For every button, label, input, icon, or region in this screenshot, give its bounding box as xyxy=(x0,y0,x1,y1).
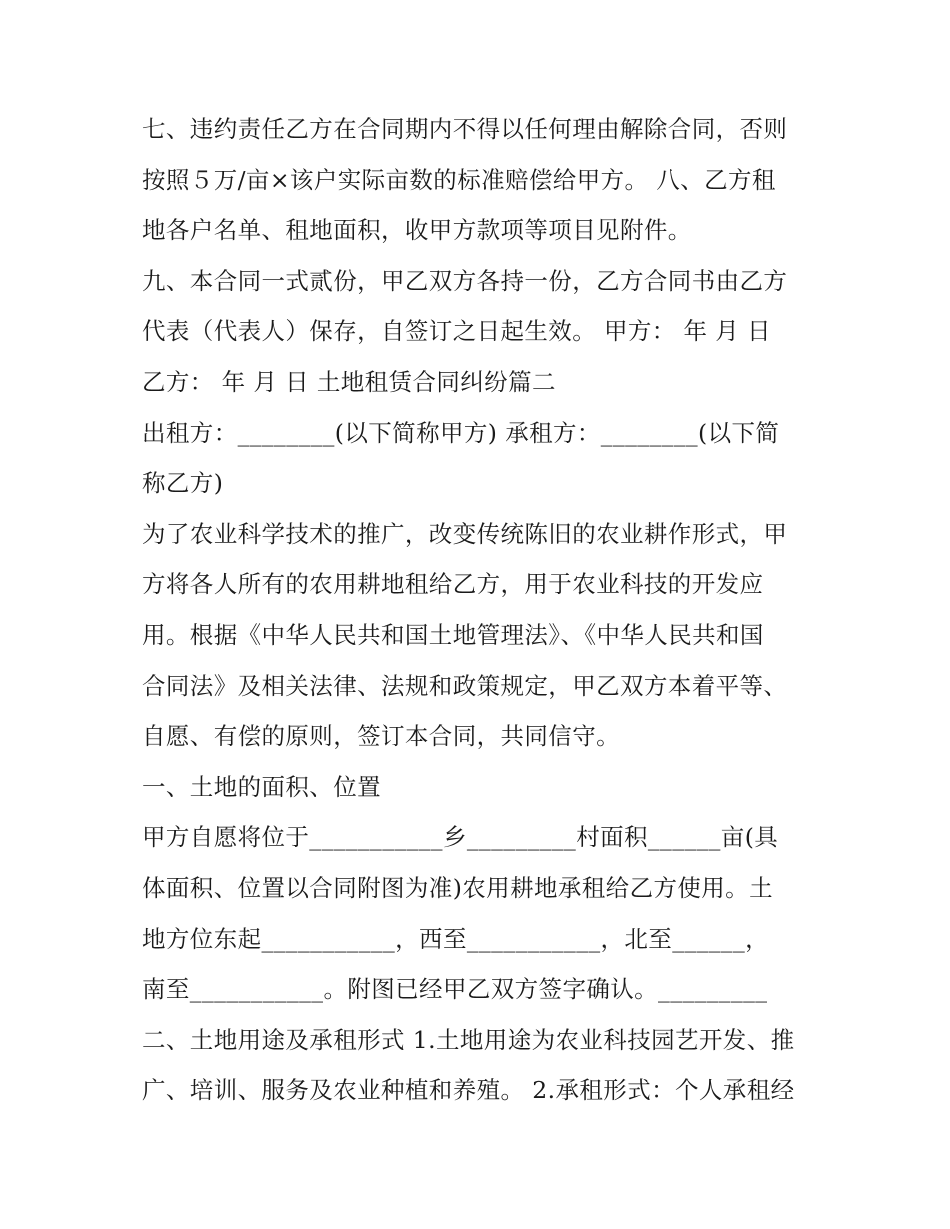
text-line: 方将各人所有的农用耕地租给乙方，用于农业科技的开发应 xyxy=(142,570,764,598)
text-line: 乙方： 年 月 日 土地租赁合同纠纷篇二 xyxy=(142,368,556,396)
text-line: 出租方：________(以下简称甲方) 承租方：________(以下简 xyxy=(142,419,780,447)
text-line: 甲方自愿将位于___________乡_________村面积______亩(具 xyxy=(142,823,779,851)
text-line: 用。根据《中华人民共和国土地管理法》、《中华人民共和国 xyxy=(142,621,764,649)
text-line: 广、培训、服务及农业种植和养殖。 2.承租形式：个人承租经 xyxy=(142,1076,795,1104)
text-line: 自愿、有偿的原则，签订本合同，共同信守。 xyxy=(142,722,620,750)
text-line: 为了农业科学技术的推广，改变传统陈旧的农业耕作形式，甲 xyxy=(142,520,788,548)
text-line: 合同法》及相关法律、法规和政策规定，甲乙双方本着平等、 xyxy=(142,672,788,700)
text-line: 代表（代表人）保存，自签订之日起生效。 甲方： 年 月 日 xyxy=(142,317,771,345)
text-line: 地方位东起___________，西至___________，北至______， xyxy=(142,925,769,953)
text-line: 南至___________。附图已经甲乙双方签字确认。_________ xyxy=(142,975,768,1003)
text-line: 七、违约责任乙方在合同期内不得以任何理由解除合同，否则 xyxy=(142,115,788,143)
text-line: 体面积、位置以合同附图为准)农用耕地承租给乙方使用。土 xyxy=(142,874,773,902)
text-line: 九、本合同一式贰份，甲乙双方各持一份，乙方合同书由乙方 xyxy=(142,267,788,295)
section-heading: 一、土地的面积、位置 xyxy=(142,773,381,801)
text-line: 称乙方) xyxy=(142,469,224,497)
text-line: 二、土地用途及承租形式 1.土地用途为农业科技园艺开发、推 xyxy=(142,1026,795,1054)
text-line: 按照５万/亩×该户实际亩数的标准赔偿给甲方。 八、乙方租 xyxy=(142,166,776,194)
text-line: 地各户名单、租地面积，收甲方款项等项目见附件。 xyxy=(142,216,692,244)
